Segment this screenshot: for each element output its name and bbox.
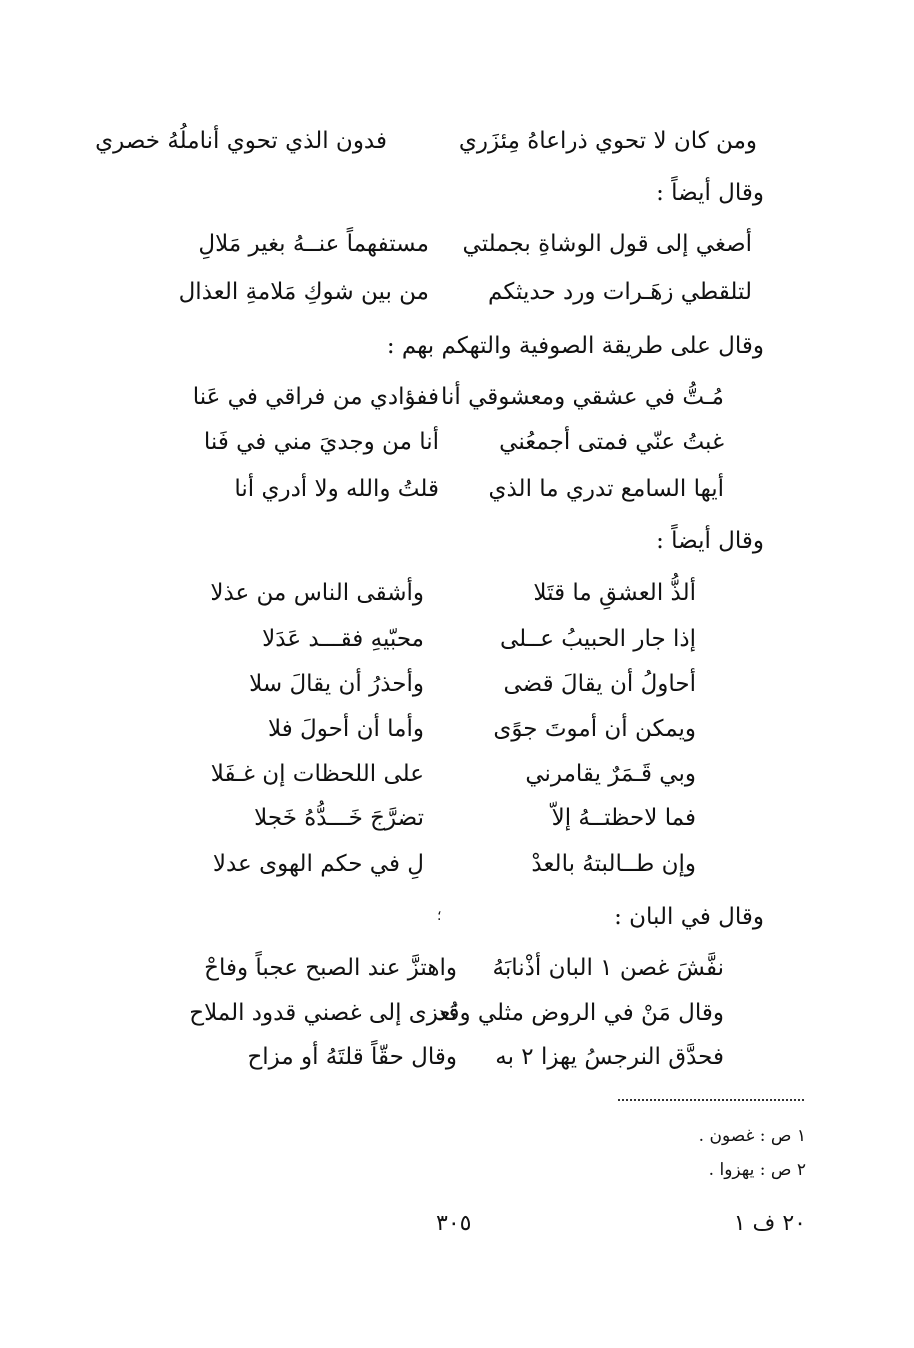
verse-5-first: غبتُ عنّي فمتى أجمعُني bbox=[499, 429, 724, 455]
verse-11-second: على اللحظات إن غـفَلا bbox=[210, 761, 424, 787]
verse-13-second: لِ في حكم الهوى عدلا bbox=[212, 851, 424, 877]
verse-7-first: ألذُّ العشقِ ما قتَلا bbox=[533, 580, 696, 606]
verse-9-first: أحاولُ أن يقالَ قضى bbox=[503, 671, 696, 697]
verse-6-first: أيها السامع تدري ما الذي bbox=[488, 476, 724, 502]
verse-14-first: نفَّشَ غصن ١ البان أذْنابَهُ bbox=[492, 955, 724, 981]
verse-2-first: أصغي إلى قول الوشاةِ بجملتي bbox=[462, 231, 752, 257]
verse-2-second: مستفهماً عنــهُ بغير مَلالِ bbox=[198, 231, 429, 257]
verse-16-second: وقال حقّاً قلتَهُ أو مزاح bbox=[247, 1044, 457, 1070]
footnote-1: ١ ص : غصون . bbox=[698, 1126, 806, 1146]
verse-8-second: محبّيهِ فقـــد عَدَلا bbox=[262, 626, 424, 652]
verse-12-first: فما لاحظتــهُ إلاّ bbox=[551, 805, 696, 831]
intro-heading: وقال في البان : bbox=[614, 904, 764, 930]
intro-heading: وقال أيضاً : bbox=[656, 180, 764, 206]
verse-10-second: وأما أن أحولَ فلا bbox=[268, 716, 424, 742]
verse-6-second: قلتُ والله ولا أدري أنا bbox=[234, 476, 439, 502]
verse-5-second: أنا من وجديَ مني في فَنا bbox=[203, 429, 439, 455]
verse-7-second: وأشقى الناس من عذلا bbox=[210, 580, 424, 606]
verse-3-second: من بين شوكِ مَلامةِ العذال bbox=[178, 279, 429, 305]
verse-12-second: تضرَّجَ خَـــدُّهُ خَجلا bbox=[254, 805, 424, 831]
verse-16-first: فحدَّق النرجسُ يهزا ٢ به bbox=[495, 1044, 724, 1070]
signature-mark: ٢٠ ف ١ bbox=[733, 1211, 806, 1236]
intro-heading: وقال أيضاً : bbox=[656, 528, 764, 554]
verse-3-first: لتلقطي زهَـرات ورد حديثكم bbox=[488, 279, 752, 305]
verse-11-first: وبي قَـمَرٌ يقامرني bbox=[525, 761, 696, 787]
verse-4-first: مُـتُّ في عشقي ومعشوقي أنا bbox=[441, 384, 724, 410]
verse-13-first: وإن طــالبتهُ بالعدْ bbox=[531, 851, 696, 877]
footnote-2: ٢ ص : يهزوا . bbox=[708, 1160, 806, 1180]
verse-8-first: إذا جار الحبيبُ عــلى bbox=[500, 626, 696, 652]
verse-15-second: تُعزى إلى غصني قدود الملاح bbox=[189, 1000, 457, 1026]
verse-9-second: وأحذرُ أن يقالَ سلا bbox=[249, 671, 424, 697]
verse-1-second: فدون الذي تحوي أناملُهُ خصري bbox=[95, 128, 387, 154]
footnote-divider bbox=[618, 1099, 804, 1101]
intro-heading: وقال على طريقة الصوفية والتهكم بهم : bbox=[386, 333, 764, 359]
verse-4-second: ففؤادي من فراقي في عَنا bbox=[192, 384, 439, 410]
page-number: ٣٠٥ bbox=[436, 1211, 472, 1236]
stray-mark: ؛ bbox=[437, 908, 442, 924]
verse-10-first: ويمكن أن أموتَ جوًى bbox=[493, 716, 696, 742]
verse-15-first: وقال مَنْ في الروض مثلي وقد bbox=[436, 1000, 724, 1026]
verse-14-second: واهتزَّ عند الصبح عجباً وفاحْ bbox=[204, 955, 457, 981]
verse-1-first: ومن كان لا تحوي ذراعاهُ مِئزَري bbox=[458, 128, 757, 154]
